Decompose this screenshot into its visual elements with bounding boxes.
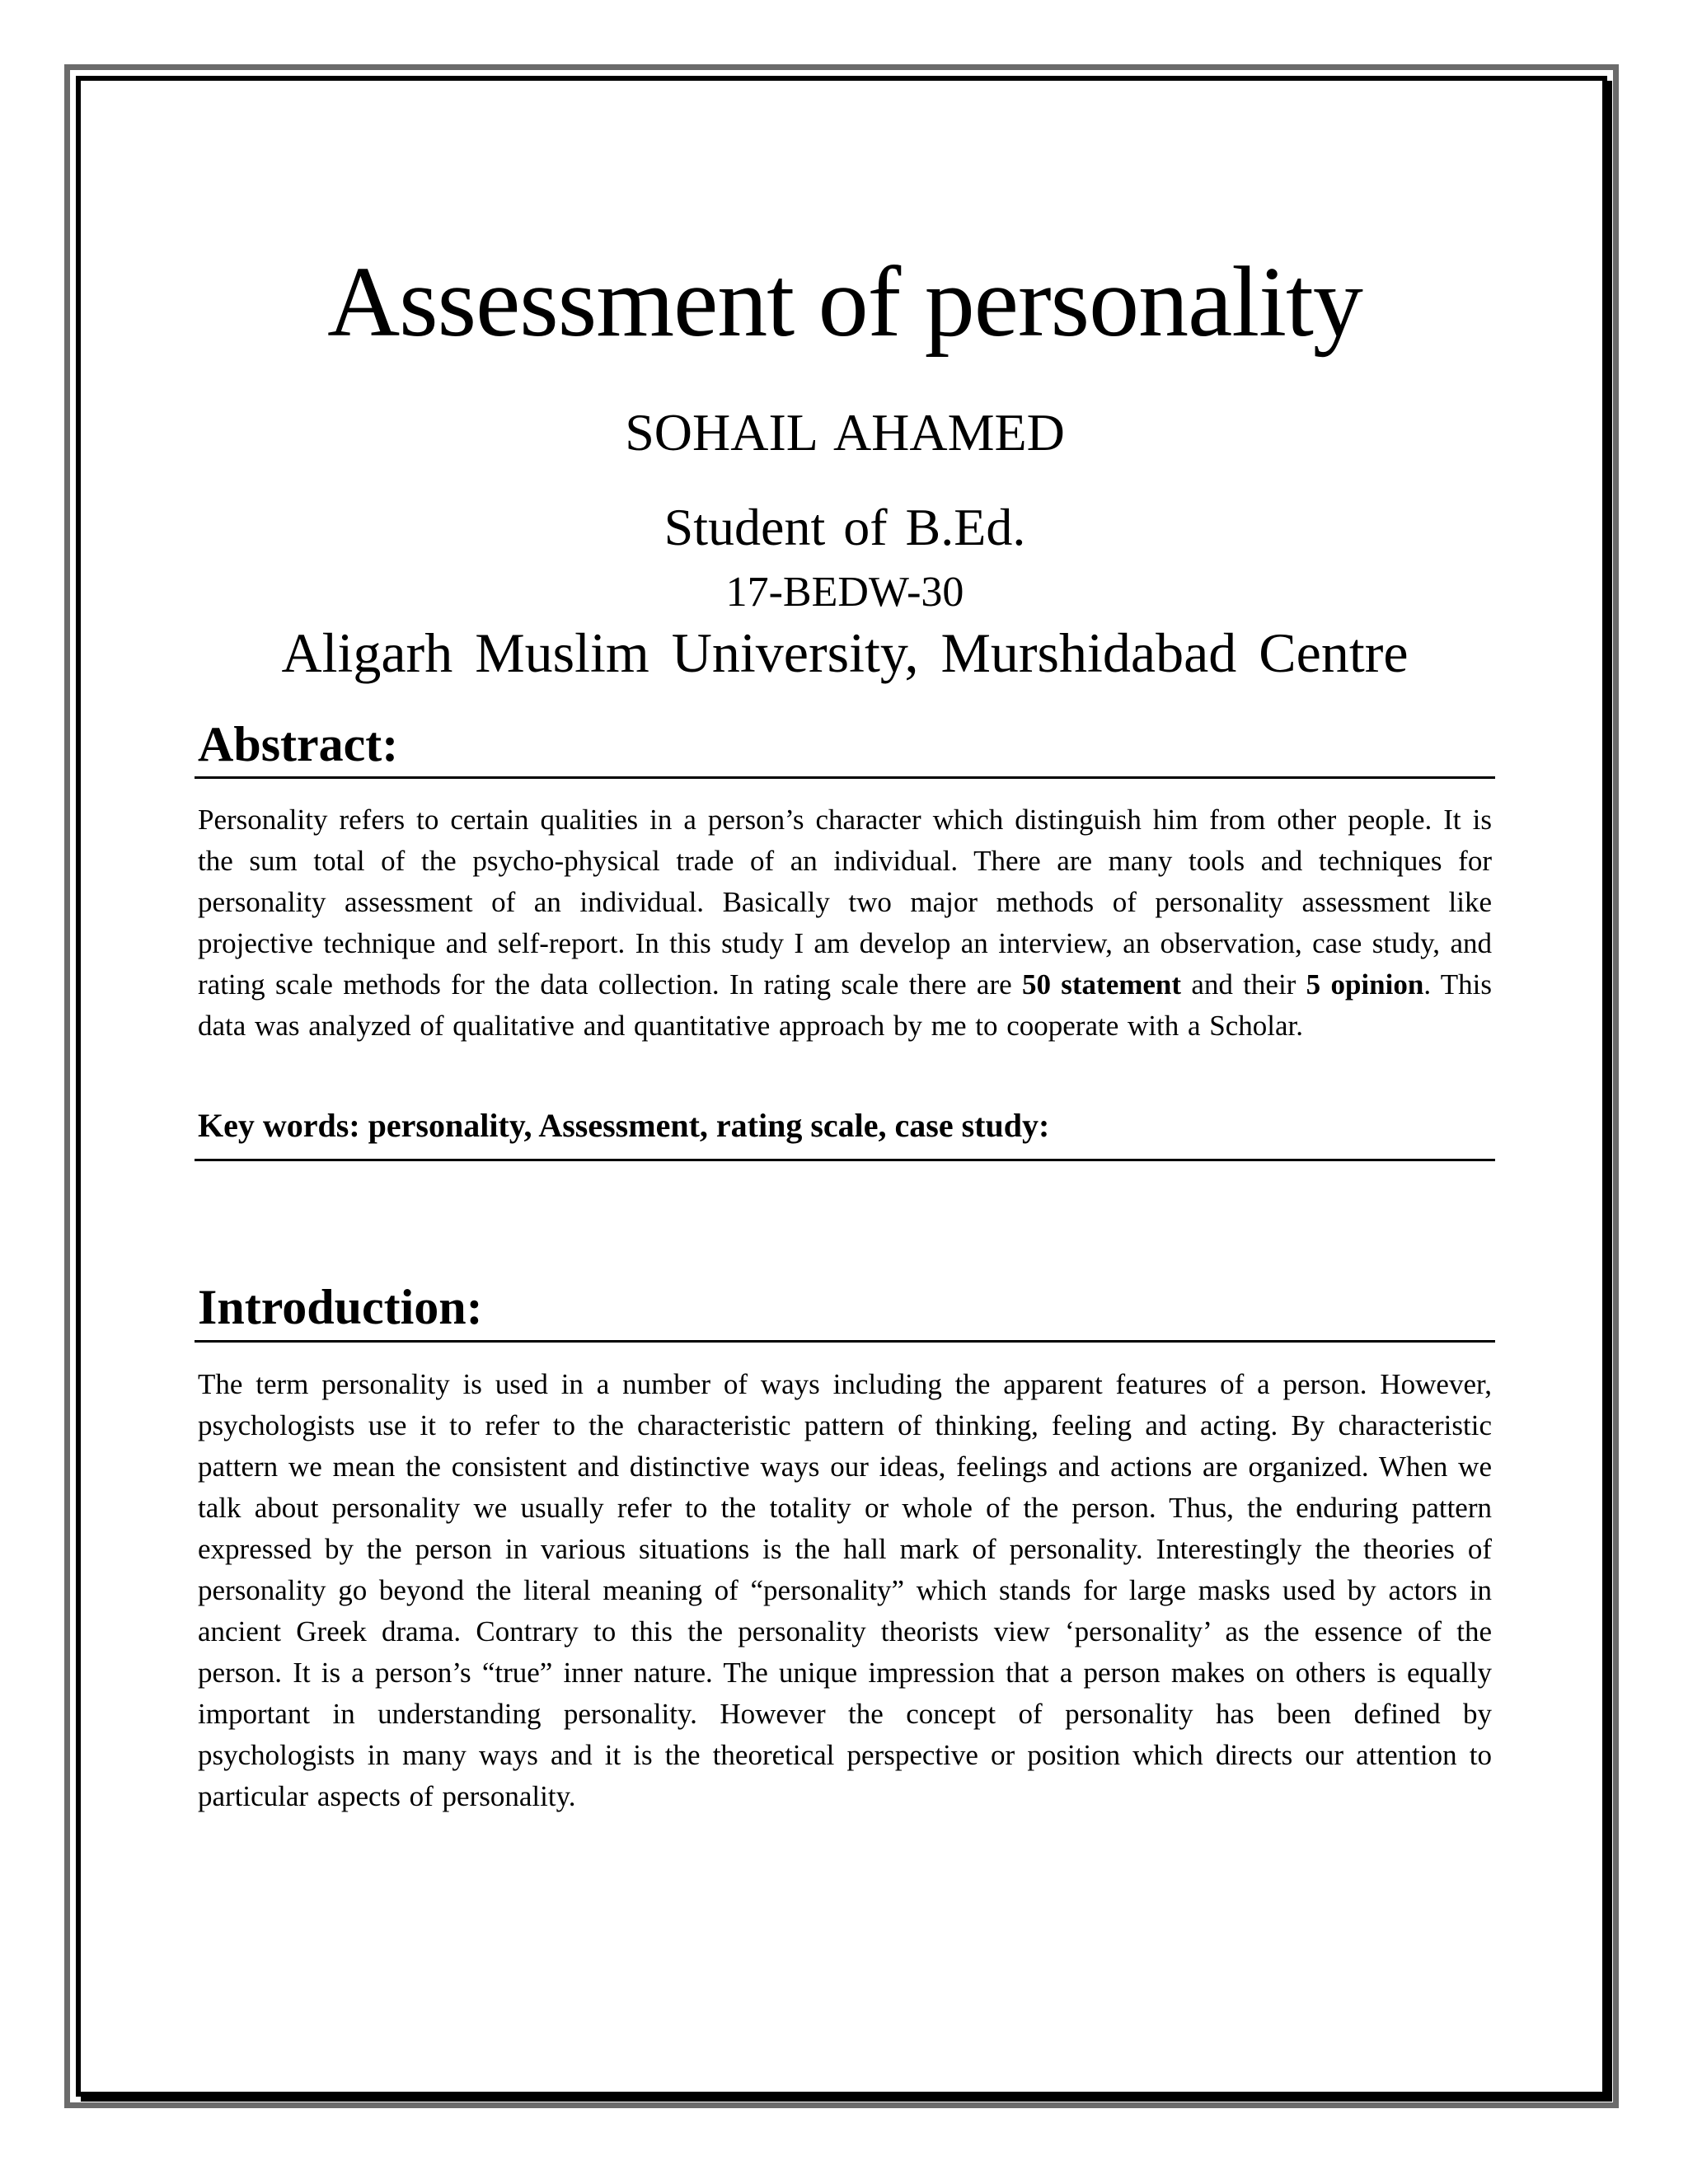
introduction-rule xyxy=(195,1340,1495,1343)
abstract-bold-opinion: 5 opinion xyxy=(1306,968,1424,1001)
keywords-line: Key words: personality, Assessment, rating scale, case study: xyxy=(198,1107,1050,1144)
abstract-text-part1: Personality refers to certain qualities in a person’s character which distinguish him from other people. It is the sum total of the psycho-physical trade of an individual. There are many tools and techniques for personality assessment of an individual. Basically two major methods of personality assessment like projective technique and self-report. In this study I am develop an interview, an observation, case study, and rating scale methods for the data collection. In rating scale there are xyxy=(198,804,1492,1001)
roll-number: 17-BEDW-30 xyxy=(725,569,964,616)
abstract-text xyxy=(198,799,1492,1047)
paper-title: Assessment of personality xyxy=(327,246,1362,358)
abstract-bold-statement: 50 statement xyxy=(1021,968,1182,1001)
university-name: Aligarh Muslim University, Murshidabad Centre xyxy=(281,621,1409,684)
abstract-text-part2: and their xyxy=(1181,968,1306,1001)
abstract-text-part3: . This data was analyzed of qualitative and quantitative approach by me to cooperate with a Scholar. xyxy=(198,968,1492,1042)
author-affiliation: Student of B.Ed. xyxy=(663,498,1026,556)
abstract-heading: Abstract: xyxy=(198,717,399,771)
author-name: SOHAIL AHAMED xyxy=(625,403,1065,462)
abstract-rule xyxy=(195,776,1495,779)
introduction-heading: Introduction: xyxy=(198,1280,483,1334)
introduction-text: The term personality is used in a number of ways including the apparent features of a person. However, psychologists use it to refer to the characteristic pattern of thinking, feeling and acting. By characteristic pattern we mean the consistent and distinctive ways our ideas, feelings and actions are organized. When we talk about personality we usually refer to the totality or whole of the person. Thus, the enduring pattern expressed by the person in various situations is the hall mark of personality. Interestingly the theories of personality go beyond the literal meaning of “personality” which stands for large masks used by actors in ancient Greek drama. Contrary to this the personality theorists view ‘personality’ as the essence of the person. It is a person’s “true” inner nature. The unique impression that a person makes on others is equally important in understanding personality. However the concept of personality has been defined by psychologists in many ways and it is the theoretical perspective or position which directs our attention to particular aspects of personality. xyxy=(198,1368,1492,1812)
keywords-rule xyxy=(195,1159,1495,1161)
